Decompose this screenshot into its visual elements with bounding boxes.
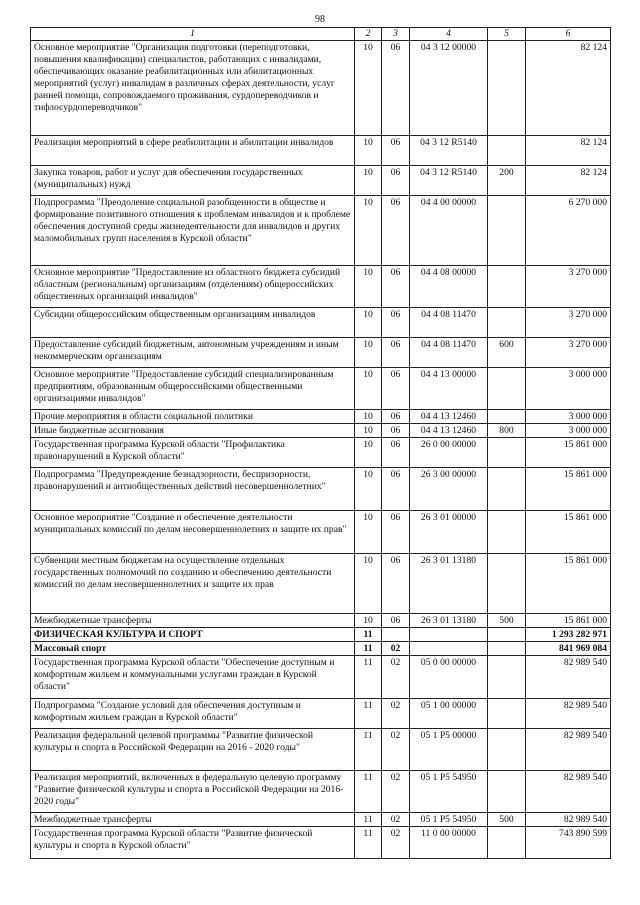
subsection-code: 02 <box>382 699 410 729</box>
amount: 3 270 000 <box>526 338 611 368</box>
section-code: 11 <box>355 656 382 699</box>
target-article-code: 26 3 01 13180 <box>410 554 488 614</box>
expense-type-code <box>488 368 526 410</box>
expense-type-code <box>488 729 526 771</box>
subsection-code: 06 <box>382 266 410 308</box>
target-article-code: 11 0 00 00000 <box>410 827 488 859</box>
subsection-code: 06 <box>382 410 410 424</box>
table-row <box>31 699 611 729</box>
section-code: 11 <box>355 813 382 827</box>
target-article-code: 04 4 08 11470 <box>410 338 488 368</box>
amount: 82 989 540 <box>526 813 611 827</box>
target-article-code: 05 0 00 00000 <box>410 656 488 699</box>
table-row <box>31 166 611 196</box>
expense-type-code <box>488 554 526 614</box>
amount: 82 989 540 <box>526 699 611 729</box>
amount: 82 989 540 <box>526 771 611 813</box>
target-article-code: 04 4 13 12460 <box>410 410 488 424</box>
column-number-row <box>31 28 611 41</box>
subsection-code: 06 <box>382 308 410 338</box>
target-article-code <box>410 642 488 656</box>
table-row <box>31 266 611 308</box>
subsection-code: 06 <box>382 196 410 266</box>
table-row <box>31 511 611 554</box>
expense-type-code <box>488 41 526 136</box>
target-article-code: 26 0 00 00000 <box>410 438 488 468</box>
subsection-code: 02 <box>382 827 410 859</box>
item-name: Основное мероприятие "Предоставление субсидий специализированным предприятиям, образованным общероссийскими общественными организациями инвалидов" <box>31 368 355 410</box>
section-code: 10 <box>355 554 382 614</box>
table-row <box>31 410 611 424</box>
target-article-code: 05 1 P5 54950 <box>410 771 488 813</box>
expense-type-code <box>488 136 526 166</box>
budget-table <box>30 27 611 859</box>
subsection-code: 06 <box>382 468 410 511</box>
expense-type-code <box>488 196 526 266</box>
amount: 3 270 000 <box>526 308 611 338</box>
subsection-code: 06 <box>382 166 410 196</box>
item-name: Основное мероприятие "Организация подготовки (переподготовки, повышения квалификации) специалистов, работающих с инвалидами, обеспечивающих оказание реабилитационных или абилитационных мероприятий (услуг) инвалидам в различных сферах деятельности, услуг ранней помощи, сопровождаемого проживания, сурдопереводчиков и тифлосурдопереводчиков" <box>31 41 355 136</box>
amount: 1 293 282 971 <box>526 628 611 642</box>
item-name: Государственная программа Курской области "Развитие физической культуры и спорта в Курской области" <box>31 827 355 859</box>
column-header: 1 <box>31 28 355 41</box>
budget-table-body <box>31 28 611 859</box>
table-row <box>31 614 611 628</box>
expense-type-code <box>488 438 526 468</box>
page-number: 98 <box>315 14 325 25</box>
section-code: 10 <box>355 136 382 166</box>
amount: 3 270 000 <box>526 266 611 308</box>
table-row <box>31 424 611 438</box>
amount: 82 124 <box>526 41 611 136</box>
amount: 3 000 000 <box>526 424 611 438</box>
section-code: 10 <box>355 338 382 368</box>
table-row <box>31 827 611 859</box>
subsection-code: 02 <box>382 656 410 699</box>
item-name: Предоставление субсидий бюджетным, автономным учреждениям и иным некоммерческим организациям <box>31 338 355 368</box>
item-name: Субвенции местным бюджетам на осуществление отдельных государственных полномочий по созданию и обеспечению деятельности комиссий по делам несовершеннолетних и защите их прав <box>31 554 355 614</box>
column-header: 6 <box>526 28 611 41</box>
subsection-code <box>382 628 410 642</box>
amount: 15 861 000 <box>526 438 611 468</box>
amount: 6 270 000 <box>526 196 611 266</box>
amount: 15 861 000 <box>526 614 611 628</box>
table-row <box>31 196 611 266</box>
table-row <box>31 41 611 136</box>
subsection-code: 06 <box>382 368 410 410</box>
subsection-code: 06 <box>382 424 410 438</box>
section-code: 10 <box>355 368 382 410</box>
table-row <box>31 642 611 656</box>
table-row <box>31 813 611 827</box>
section-code: 10 <box>355 41 382 136</box>
expense-type-code <box>488 468 526 511</box>
subsection-code: 06 <box>382 438 410 468</box>
expense-type-code <box>488 511 526 554</box>
expense-type-code <box>488 308 526 338</box>
section-code: 11 <box>355 628 382 642</box>
table-row <box>31 308 611 338</box>
amount: 15 861 000 <box>526 554 611 614</box>
table-row <box>31 771 611 813</box>
amount: 15 861 000 <box>526 468 611 511</box>
amount: 82 124 <box>526 136 611 166</box>
section-code: 10 <box>355 166 382 196</box>
subsection-code: 02 <box>382 642 410 656</box>
target-article-code: 26 3 00 00000 <box>410 468 488 511</box>
section-code: 10 <box>355 196 382 266</box>
expense-type-code <box>488 699 526 729</box>
column-header: 4 <box>410 28 488 41</box>
subsection-code: 06 <box>382 614 410 628</box>
target-article-code: 04 4 08 00000 <box>410 266 488 308</box>
target-article-code: 05 1 00 00000 <box>410 699 488 729</box>
subsection-code: 02 <box>382 813 410 827</box>
item-name: Реализация мероприятий в сфере реабилитации и абилитации инвалидов <box>31 136 355 166</box>
section-code: 11 <box>355 699 382 729</box>
subsection-code: 02 <box>382 771 410 813</box>
table-row <box>31 554 611 614</box>
item-name: Массовый спорт <box>31 642 355 656</box>
column-header: 3 <box>382 28 410 41</box>
expense-type-code <box>488 827 526 859</box>
expense-type-code <box>488 628 526 642</box>
item-name: Прочие мероприятия в области социальной политики <box>31 410 355 424</box>
target-article-code <box>410 628 488 642</box>
target-article-code: 05 1 P5 00000 <box>410 729 488 771</box>
item-name: Субсидии общероссийским общественным организациям инвалидов <box>31 308 355 338</box>
amount: 3 000 000 <box>526 410 611 424</box>
amount: 82 989 540 <box>526 656 611 699</box>
item-name: Подпрограмма "Создание условий для обеспечения доступным и комфортным жильем граждан в Курской области" <box>31 699 355 729</box>
target-article-code: 26 3 01 00000 <box>410 511 488 554</box>
subsection-code: 06 <box>382 511 410 554</box>
expense-type-code: 600 <box>488 338 526 368</box>
amount: 82 989 540 <box>526 729 611 771</box>
target-article-code: 04 3 12 R5140 <box>410 136 488 166</box>
table-row <box>31 136 611 166</box>
amount: 3 000 000 <box>526 368 611 410</box>
table-row <box>31 729 611 771</box>
section-code: 11 <box>355 642 382 656</box>
item-name: Государственная программа Курской области "Обеспечение доступным и комфортным жильем и коммунальными услугами граждан в Курской области" <box>31 656 355 699</box>
section-code: 11 <box>355 827 382 859</box>
item-name: ФИЗИЧЕСКАЯ КУЛЬТУРА И СПОРТ <box>31 628 355 642</box>
section-code: 10 <box>355 614 382 628</box>
amount: 841 969 084 <box>526 642 611 656</box>
subsection-code: 06 <box>382 554 410 614</box>
expense-type-code: 200 <box>488 166 526 196</box>
item-name: Иные бюджетные ассигнования <box>31 424 355 438</box>
item-name: Подпрограмма "Преодоление социальной разобщенности в обществе и формирование позитивного отношения к проблемам инвалидов и к проблеме обеспечения доступной среды жизнедеятельности для инвалидов и других маломобильных групп населения в Курской области" <box>31 196 355 266</box>
amount: 82 124 <box>526 166 611 196</box>
item-name: Основное мероприятие "Предоставление из областного бюджета субсидий областным (региональным) организациям (отделениям) общероссийских общественных организаций инвалидов" <box>31 266 355 308</box>
column-header: 2 <box>355 28 382 41</box>
subsection-code: 06 <box>382 41 410 136</box>
table-row <box>31 338 611 368</box>
column-header: 5 <box>488 28 526 41</box>
item-name: Подпрограмма "Предупреждение безнадзорности, беспризорности, правонарушений и антиобщественных действий несовершеннолетних" <box>31 468 355 511</box>
expense-type-code <box>488 771 526 813</box>
expense-type-code <box>488 642 526 656</box>
expense-type-code: 500 <box>488 614 526 628</box>
expense-type-code <box>488 656 526 699</box>
subsection-code: 02 <box>382 729 410 771</box>
expense-type-code <box>488 410 526 424</box>
section-code: 10 <box>355 410 382 424</box>
section-code: 10 <box>355 511 382 554</box>
table-row <box>31 628 611 642</box>
item-name: Основное мероприятие "Создание и обеспечение деятельности муниципальных комиссий по делам несовершеннолетних и защите их прав" <box>31 511 355 554</box>
subsection-code: 06 <box>382 136 410 166</box>
target-article-code: 04 4 13 00000 <box>410 368 488 410</box>
expense-type-code: 800 <box>488 424 526 438</box>
expense-type-code: 500 <box>488 813 526 827</box>
target-article-code: 04 3 12 R5140 <box>410 166 488 196</box>
section-code: 10 <box>355 308 382 338</box>
item-name: Межбюджетные трансферты <box>31 614 355 628</box>
section-code: 10 <box>355 424 382 438</box>
item-name: Реализация федеральной целевой программы "Развитие физической культуры и спорта в Российской Федерации на 2016 - 2020 годы" <box>31 729 355 771</box>
table-row <box>31 468 611 511</box>
table-row <box>31 368 611 410</box>
target-article-code: 04 4 00 00000 <box>410 196 488 266</box>
item-name: Межбюджетные трансферты <box>31 813 355 827</box>
section-code: 10 <box>355 266 382 308</box>
item-name: Реализация мероприятий, включенных в федеральную целевую программу "Развитие физической культуры и спорта в Российской Федерации на 2016-2020 годы" <box>31 771 355 813</box>
target-article-code: 05 1 P5 54950 <box>410 813 488 827</box>
expense-type-code <box>488 266 526 308</box>
table-row <box>31 438 611 468</box>
amount: 743 890 599 <box>526 827 611 859</box>
target-article-code: 04 3 12 00000 <box>410 41 488 136</box>
section-code: 10 <box>355 468 382 511</box>
section-code: 11 <box>355 771 382 813</box>
section-code: 10 <box>355 438 382 468</box>
target-article-code: 04 4 13 12460 <box>410 424 488 438</box>
subsection-code: 06 <box>382 338 410 368</box>
item-name: Закупка товаров, работ и услуг для обеспечения государственных (муниципальных) нужд <box>31 166 355 196</box>
target-article-code: 04 4 08 11470 <box>410 308 488 338</box>
target-article-code: 26 3 01 13180 <box>410 614 488 628</box>
item-name: Государственная программа Курской области "Профилактика правонарушений в Курской области" <box>31 438 355 468</box>
table-row <box>31 656 611 699</box>
section-code: 11 <box>355 729 382 771</box>
amount: 15 861 000 <box>526 511 611 554</box>
